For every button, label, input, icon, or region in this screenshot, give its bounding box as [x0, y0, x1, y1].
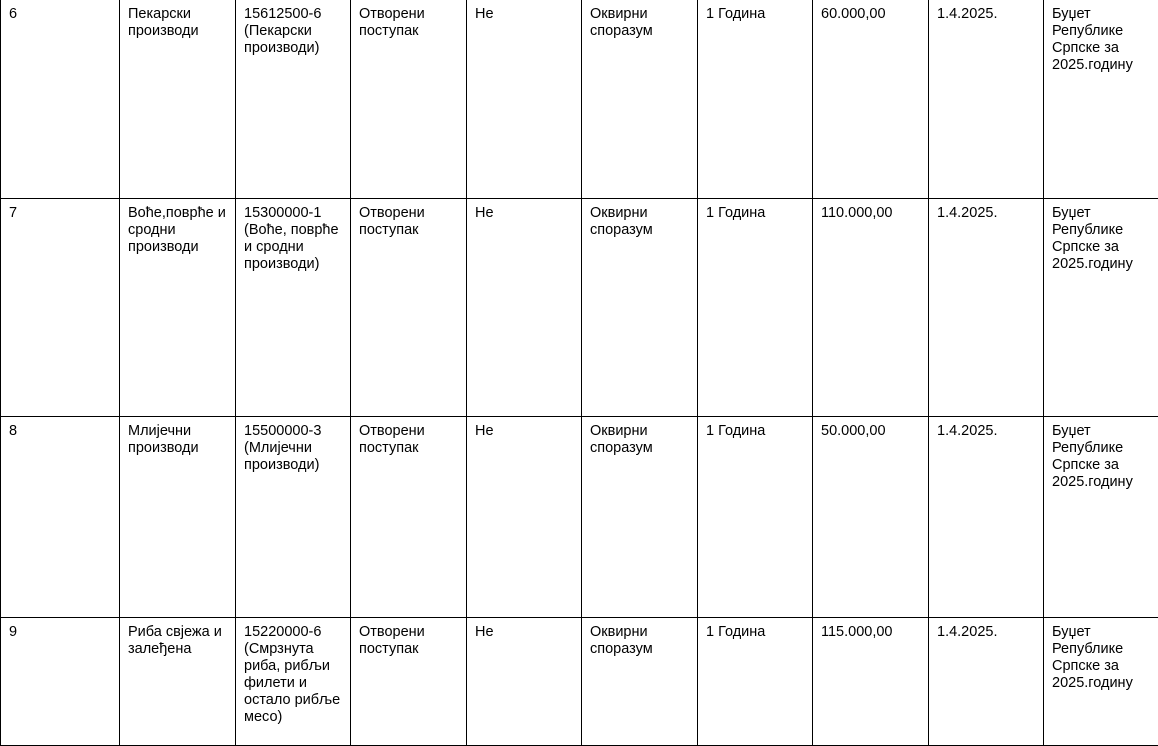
- cpv-code-cell: 15612500-6 (Пекарски производи): [236, 0, 351, 198]
- subject-cell: Млијечни производи: [120, 416, 236, 617]
- table-row: [1, 198, 1158, 416]
- funding-source-cell: Буџет Републике Српске за 2025.годину: [1044, 416, 1158, 617]
- subject-cell: Риба свјежа и залеђена: [120, 617, 236, 745]
- reserved-cell: Не: [467, 416, 582, 617]
- value-cell: 50.000,00: [813, 416, 929, 617]
- procedure-cell: Отворени поступак: [351, 0, 467, 198]
- reserved-cell: Не: [467, 0, 582, 198]
- subject-cell: Воће,поврће и сродни производи: [120, 198, 236, 416]
- procedure-cell: Отворени поступак: [351, 416, 467, 617]
- table-row: [1, 416, 1158, 617]
- procedure-cell: Отворени поступак: [351, 198, 467, 416]
- value-cell: 60.000,00: [813, 0, 929, 198]
- procedure-cell: Отворени поступак: [351, 617, 467, 745]
- contract-type-cell: Оквирни споразум: [582, 617, 698, 745]
- cpv-code-cell: 15220000-6 (Смрзнута риба, рибљи филети и остало рибље месо): [236, 617, 351, 745]
- table-row: [1, 617, 1158, 745]
- duration-cell: 1 Година: [698, 0, 813, 198]
- value-cell: 110.000,00: [813, 198, 929, 416]
- row-number-cell: 6: [1, 0, 120, 198]
- subject-cell: Пекарски производи: [120, 0, 236, 198]
- funding-source-cell: Буџет Републике Српске за 2025.годину: [1044, 198, 1158, 416]
- duration-cell: 1 Година: [698, 416, 813, 617]
- duration-cell: 1 Година: [698, 198, 813, 416]
- value-cell: 115.000,00: [813, 617, 929, 745]
- contract-type-cell: Оквирни споразум: [582, 416, 698, 617]
- date-cell: 1.4.2025.: [929, 416, 1044, 617]
- row-number-cell: 8: [1, 416, 120, 617]
- table-row: [1, 0, 1158, 198]
- funding-source-cell: Буџет Републике Српске за 2025.годину: [1044, 617, 1158, 745]
- date-cell: 1.4.2025.: [929, 617, 1044, 745]
- duration-cell: 1 Година: [698, 617, 813, 745]
- cpv-code-cell: 15500000-3 (Млијечни производи): [236, 416, 351, 617]
- reserved-cell: Не: [467, 617, 582, 745]
- contract-type-cell: Оквирни споразум: [582, 0, 698, 198]
- date-cell: 1.4.2025.: [929, 0, 1044, 198]
- cpv-code-cell: 15300000-1 (Воће, поврће и сродни производи): [236, 198, 351, 416]
- row-number-cell: 7: [1, 198, 120, 416]
- row-number-cell: 9: [1, 617, 120, 745]
- contract-type-cell: Оквирни споразум: [582, 198, 698, 416]
- funding-source-cell: Буџет Републике Српске за 2025.годину: [1044, 0, 1158, 198]
- reserved-cell: Не: [467, 198, 582, 416]
- date-cell: 1.4.2025.: [929, 198, 1044, 416]
